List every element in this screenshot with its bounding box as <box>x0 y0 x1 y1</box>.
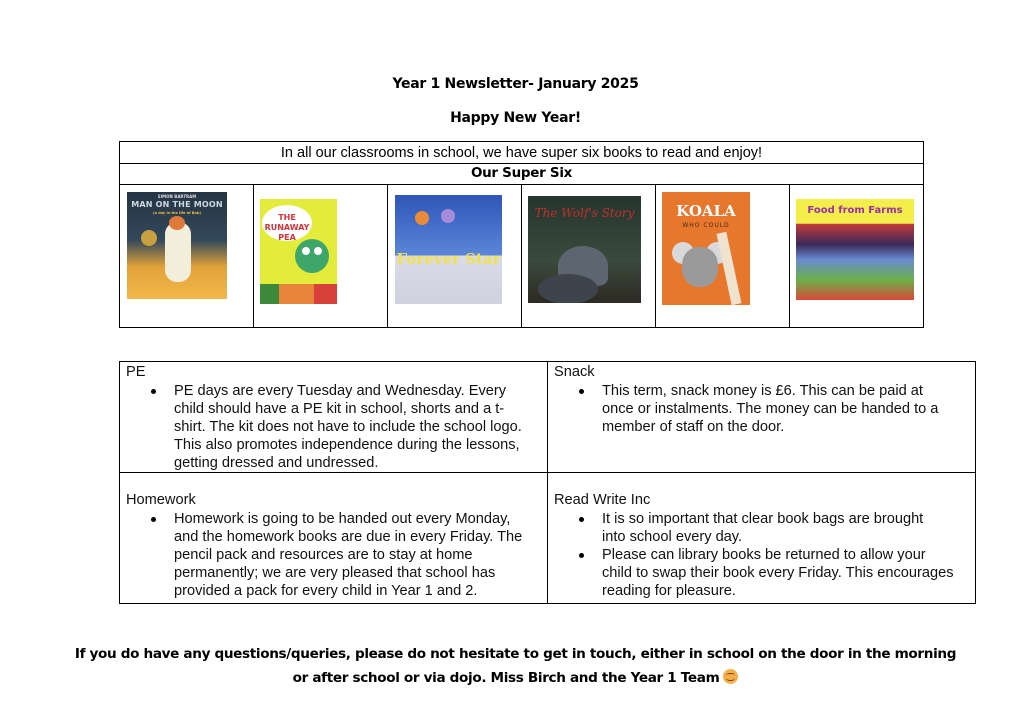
book-tagline: (a day in the life of Bob) <box>153 211 201 215</box>
read-write-inc-bullet: It is so important that clear book bags are brought into school every day. <box>548 510 968 546</box>
read-write-inc-heading: Read Write Inc <box>554 492 651 508</box>
super-six-heading: Our Super Six <box>120 163 923 185</box>
pe-section <box>120 362 548 473</box>
book-cover-food-from-farms <box>796 199 914 300</box>
footer-line-1: If you do have any questions/queries, please do not hesitate to get in touch, either in school on the door in the morning <box>74 646 957 662</box>
read-write-inc-bullets <box>548 510 968 600</box>
super-six-intro: In all our classrooms in school, we have super six books to read and enjoy! <box>120 142 923 164</box>
book-title: THE RUNAWAY PEA <box>264 213 310 242</box>
book-title: MAN ON THE MOON <box>131 200 223 209</box>
book-cell <box>388 184 522 327</box>
book-cover-forever-star <box>395 195 502 304</box>
snack-heading: Snack <box>554 364 595 380</box>
pe-bullet: PE days are every Tuesday and Wednesday. Every child should have a PE kit in school, shorts and a t-shirt. The kit does not have to include the school logo. This also promotes independence during the lessons, getting dressed and undressed. <box>120 382 540 472</box>
newsletter-title: Year 1 Newsletter- January 2025 <box>392 76 639 92</box>
book-title: Food from Farms <box>807 205 903 216</box>
book-cover-man-on-the-moon <box>127 192 227 299</box>
read-write-inc-section <box>548 473 975 603</box>
info-table <box>119 361 976 604</box>
book-cell <box>656 184 790 327</box>
super-six-table <box>119 141 924 328</box>
pe-heading: PE <box>126 364 146 380</box>
smiling-face-icon <box>723 669 738 684</box>
book-cell <box>120 184 254 327</box>
pe-bullets <box>120 382 540 472</box>
super-six-books-row <box>120 184 923 327</box>
book-cover-the-wolfs-story <box>528 196 641 303</box>
snack-bullets <box>548 382 968 436</box>
snack-section <box>548 362 975 473</box>
homework-bullet: Homework is going to be handed out every Monday, and the homework books are due in every Friday. The pencil pack and resources are to stay at home permanently; we are very pleased that school has provided a pack for every child in Year 1 and 2. <box>120 510 540 600</box>
footer-line-2: or after school or via dojo. Miss Birch and the Year 1 Team <box>292 670 720 686</box>
newsletter-subtitle: Happy New Year! <box>450 110 581 126</box>
book-title: Forever Star <box>396 250 501 268</box>
snack-bullet: This term, snack money is £6. This can be paid at once or instalments. The money can be handed to a member of staff on the door. <box>548 382 968 436</box>
homework-section <box>120 473 548 603</box>
homework-bullets <box>120 510 540 600</box>
book-cover-the-runaway-pea <box>260 199 337 304</box>
book-cover-the-koala-who-could <box>662 192 750 305</box>
footer-line-2-wrap <box>0 666 1031 690</box>
book-author: SIMON BARTRAM <box>157 194 197 199</box>
book-cell <box>254 184 388 327</box>
book-cell <box>790 184 924 327</box>
book-title: KOALA <box>676 202 736 220</box>
book-title: The Wolf's Story <box>534 206 635 220</box>
book-cell <box>522 184 656 327</box>
footer-message <box>0 642 1031 690</box>
book-subtitle: WHO COULD <box>682 222 730 229</box>
read-write-inc-bullet: Please can library books be returned to allow your child to swap their book every Friday. This encourages reading for pleasure. <box>548 546 968 600</box>
homework-heading: Homework <box>126 492 196 508</box>
